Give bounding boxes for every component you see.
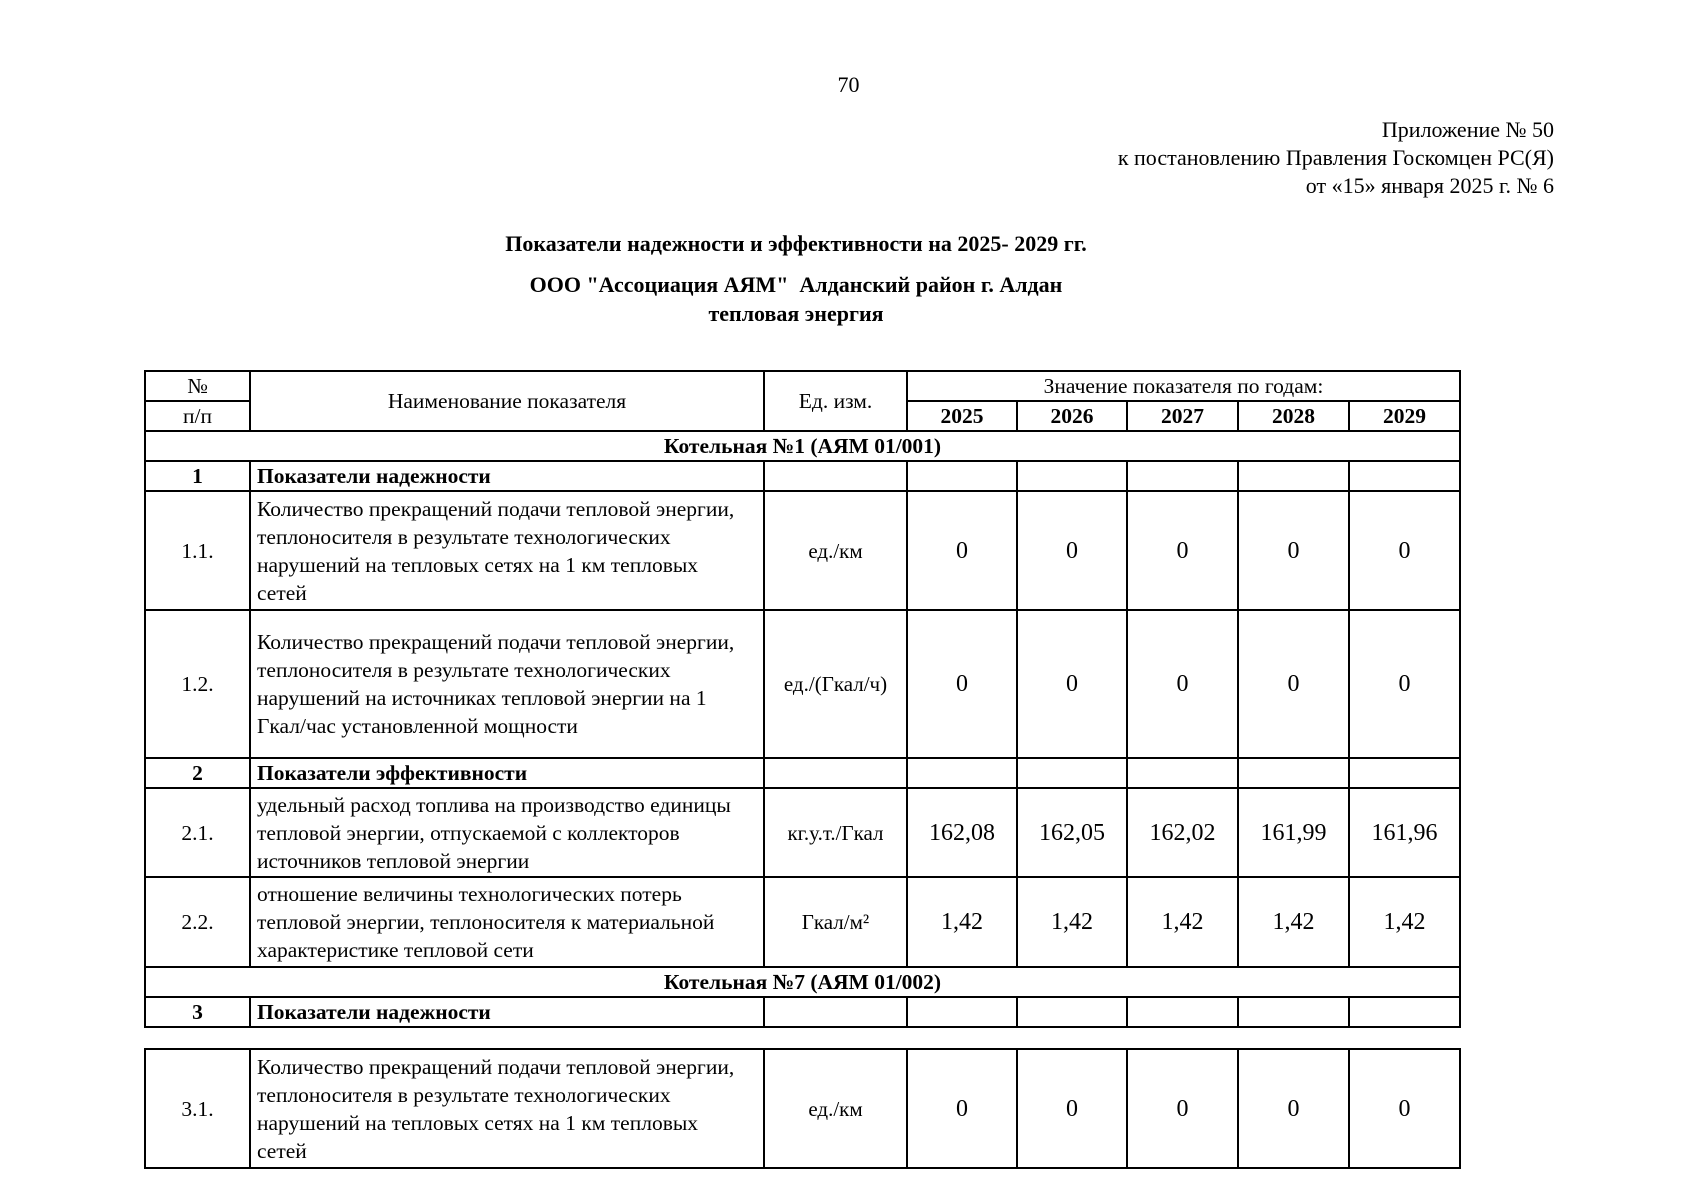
row-value: 0	[1238, 610, 1349, 758]
row-value: 0	[1127, 1049, 1238, 1168]
row-value: 162,08	[907, 788, 1017, 877]
row-value: 162,02	[1127, 788, 1238, 877]
annex-line-2: к постановлению Правления Госкомцен РС(Я)	[1117, 145, 1554, 170]
row-value: 161,96	[1349, 788, 1460, 877]
row-name-line: Количество прекращений подачи тепловой энергии,	[257, 496, 735, 521]
row-value: 1,42	[1349, 877, 1460, 967]
row-value: 0	[1127, 610, 1238, 758]
row-name	[250, 788, 764, 877]
annex-line-3: от «15» января 2025 г. № 6	[1305, 173, 1554, 198]
header-year: 2029	[1349, 401, 1460, 431]
group-row	[145, 461, 1460, 491]
annex-line-1: Приложение № 50	[1381, 117, 1554, 142]
table-row	[145, 491, 1460, 610]
header-year: 2028	[1238, 401, 1349, 431]
row-value: 1,42	[1127, 877, 1238, 967]
row-name-line: сетей	[257, 1138, 307, 1163]
row-name-line: Гкал/час установленной мощности	[257, 714, 578, 738]
row-name-line: тепловой энергии, отпускаемой с коллекторов	[257, 820, 680, 845]
row-value: 0	[1127, 491, 1238, 610]
row-value: 162,05	[1017, 788, 1127, 877]
row-unit: Гкал/м²	[764, 877, 907, 967]
section-row	[145, 431, 1460, 461]
table-row	[145, 610, 1460, 758]
section-title: Котельная №7 (АЯМ 01/002)	[145, 967, 1460, 997]
section-title: Котельная №1 (АЯМ 01/001)	[145, 431, 1460, 461]
row-name-line: тепловой энергии, теплоносителя к материальной	[257, 910, 715, 934]
row-value: 0	[907, 491, 1017, 610]
row-no: 1.1.	[145, 491, 250, 610]
row-name-line: отношение величины технологических потерь	[257, 882, 682, 906]
row-value: 0	[907, 1049, 1017, 1168]
header-name: Наименование показателя	[250, 371, 764, 431]
group-row	[145, 997, 1460, 1027]
row-name-line: нарушений на источниках тепловой энергии на 1	[257, 686, 707, 710]
header-no-top: №	[145, 371, 250, 401]
row-name	[250, 1049, 764, 1168]
table-row	[145, 1049, 1460, 1168]
section-row	[145, 967, 1460, 997]
row-name-line: теплоносителя в результате технологических	[257, 524, 671, 549]
row-value: 0	[1349, 610, 1460, 758]
row-no: 3.1.	[145, 1049, 250, 1168]
row-value: 161,99	[1238, 788, 1349, 877]
row-name-line: характеристике тепловой сети	[257, 938, 534, 962]
header-unit: Ед. изм.	[764, 371, 907, 431]
row-value: 0	[1349, 491, 1460, 610]
group-no: 2	[145, 758, 250, 788]
page-number: 70	[837, 72, 860, 97]
row-value: 0	[1349, 1049, 1460, 1168]
group-name: Показатели надежности	[250, 997, 764, 1027]
row-name-line: Количество прекращений подачи тепловой энергии,	[257, 1054, 735, 1079]
annex-header	[1118, 116, 1554, 200]
header-year: 2026	[1017, 401, 1127, 431]
row-value: 1,42	[1238, 877, 1349, 967]
header-year: 2025	[907, 401, 1017, 431]
row-value: 1,42	[1017, 877, 1127, 967]
row-name-line: нарушений на тепловых сетях на 1 км тепловых	[257, 552, 699, 577]
indicators-table	[144, 370, 1461, 1028]
row-name	[250, 491, 764, 610]
table-row	[145, 788, 1460, 877]
organization-title: ООО "Ассоциация АЯМ" Алданский район г. Алдан	[529, 272, 1063, 297]
row-name-line: теплоносителя в результате технологических	[257, 658, 671, 682]
row-no: 2.1.	[145, 788, 250, 877]
row-name-line: сетей	[257, 580, 307, 605]
row-name-line: удельный расход топлива на производство единицы	[257, 792, 731, 817]
row-value: 0	[907, 610, 1017, 758]
row-unit: ед./км	[764, 491, 907, 610]
row-no: 1.2.	[145, 610, 250, 758]
subject-title: тепловая энергия	[708, 301, 884, 326]
row-unit: ед./км	[764, 1049, 907, 1168]
row-name-line: Количество прекращений подачи тепловой энергии,	[257, 630, 735, 654]
indicators-table-continued	[144, 1048, 1461, 1169]
row-value: 0	[1017, 1049, 1127, 1168]
row-unit: ед./(Гкал/ч)	[764, 610, 907, 758]
row-value: 0	[1238, 1049, 1349, 1168]
group-no: 3	[145, 997, 250, 1027]
group-no: 1	[145, 461, 250, 491]
row-unit: кг.у.т./Гкал	[764, 788, 907, 877]
row-name-line: теплоносителя в результате технологических	[257, 1082, 671, 1107]
group-name: Показатели надежности	[250, 461, 764, 491]
row-value: 1,42	[907, 877, 1017, 967]
header-values: Значение показателя по годам:	[907, 371, 1460, 401]
row-value: 0	[1017, 610, 1127, 758]
table-row	[145, 877, 1460, 967]
row-name-line: источников тепловой энергии	[257, 848, 530, 873]
group-row	[145, 758, 1460, 788]
header-no-bottom: п/п	[145, 401, 250, 431]
document-title: Показатели надежности и эффективности на 2025- 2029 гг.	[505, 231, 1087, 256]
group-name: Показатели эффективности	[250, 758, 764, 788]
header-year: 2027	[1127, 401, 1238, 431]
row-name-line: нарушений на тепловых сетях на 1 км тепловых	[257, 1110, 699, 1135]
table-header-row	[145, 371, 1460, 401]
row-value: 0	[1017, 491, 1127, 610]
row-no: 2.2.	[145, 877, 250, 967]
row-name	[250, 877, 764, 967]
row-value: 0	[1238, 491, 1349, 610]
row-name	[250, 610, 764, 758]
